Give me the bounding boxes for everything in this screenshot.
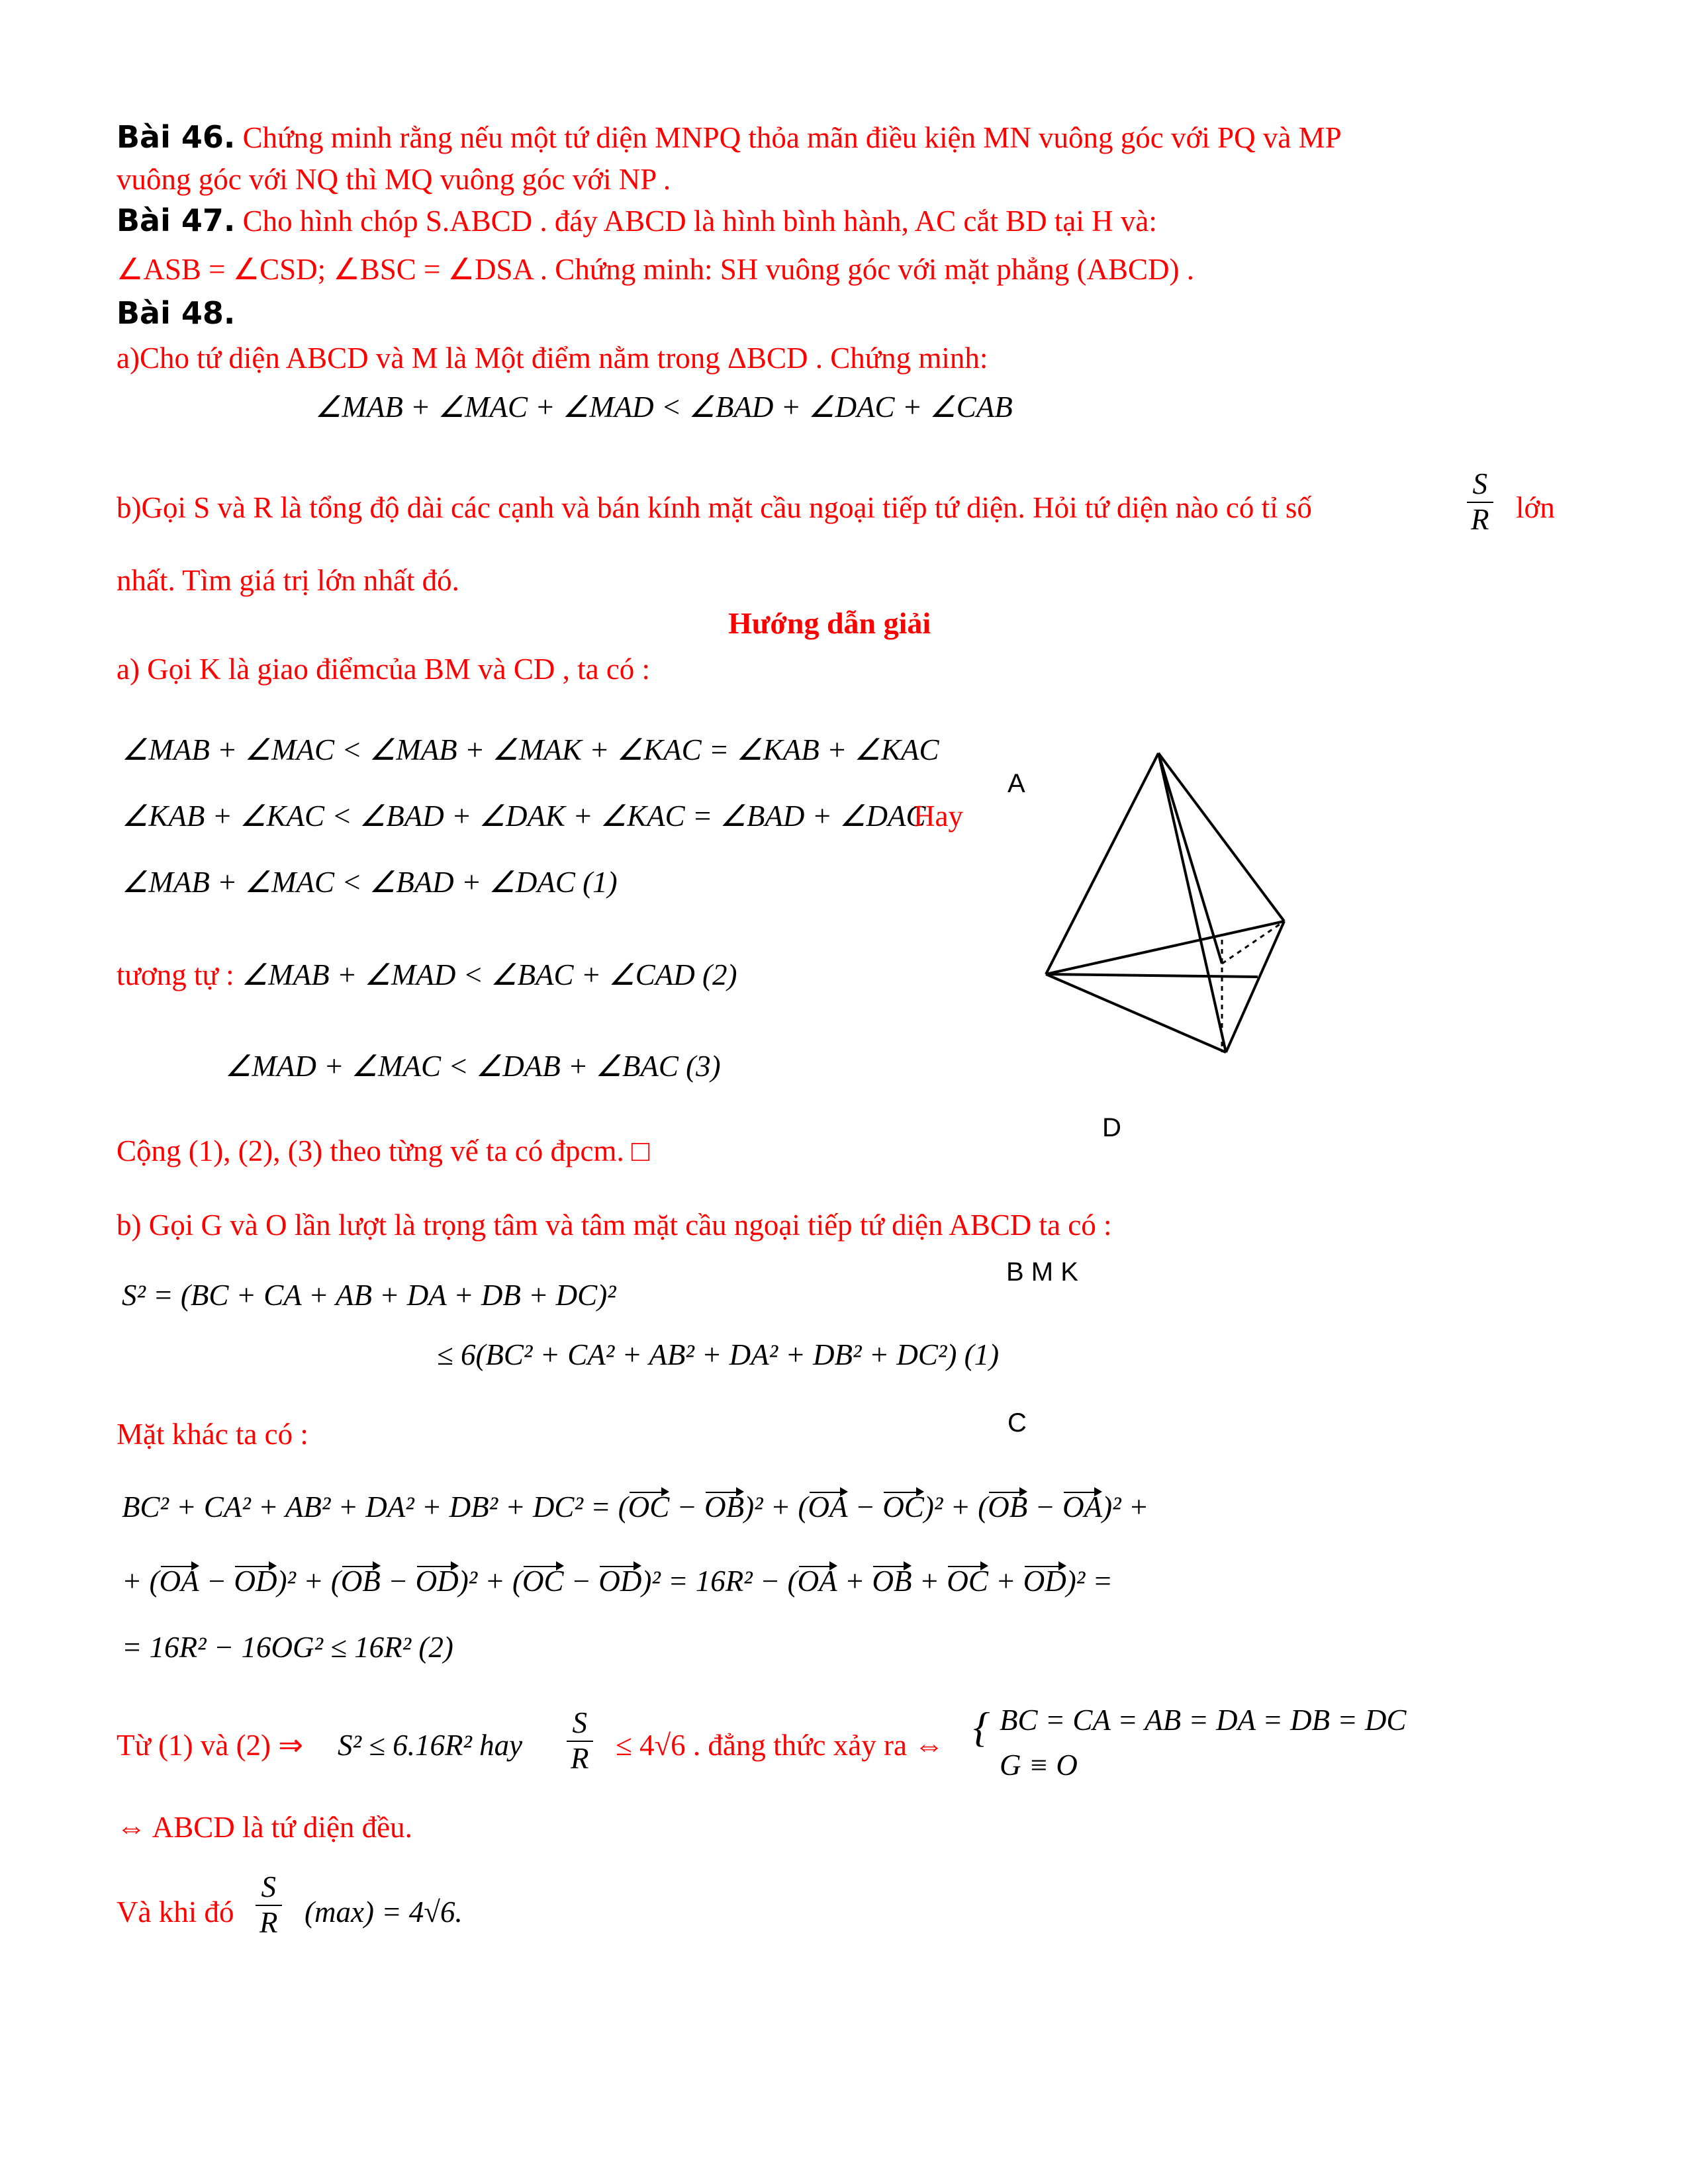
tu-middle: S² ≤ 6.16R² hay: [338, 1729, 523, 1762]
edge-bd: [1046, 974, 1226, 1052]
edge-ab: [1046, 753, 1158, 974]
eq-4: ∠MAB + ∠MAD < ∠BAC + ∠CAD (2): [241, 958, 737, 991]
sum-line-3: = 16R² − 16OG² ≤ 16R² (2): [122, 1631, 453, 1664]
edge-bc: [1046, 921, 1284, 974]
va-ratio-num: S: [256, 1870, 282, 1906]
tu-end: ≤ 4√6 . đẳng thức xảy ra ⇔: [616, 1729, 945, 1762]
bai46-text-2: vuông góc với NQ thì MQ vuông góc với NP .: [117, 163, 671, 196]
bai47-text-2: ∠ASB = ∠CSD; ∠BSC = ∠DSA . Chứng minh: SH vuông góc với mặt phẳng (ABCD) .: [117, 253, 1194, 286]
eq-4-prefix: tương tự :: [117, 958, 234, 991]
line-bk: [1046, 974, 1258, 977]
bai46-line1: [117, 119, 1342, 156]
eq-3: ∠MAB + ∠MAC < ∠BAD + ∠DAC (1): [122, 866, 618, 899]
s2-bound: ≤ 6(BC² + CA² + AB² + DA² + DB² + DC²) (1): [437, 1338, 1000, 1371]
bai46-text-1: Chứng minh rằng nếu một tứ diện MNPQ thỏa mãn điều kiện MN vuông góc với PQ và MP: [242, 121, 1342, 154]
vertex-label-a: A: [1008, 769, 1025, 798]
eq-5: ∠MAD + ∠MAC < ∠DAB + ∠BAC (3): [225, 1050, 721, 1083]
hay-text: Hay: [914, 799, 963, 833]
eq-2: ∠KAB + ∠KAC < ∠BAD + ∠DAK + ∠KAC = ∠BAD + ∠DAC: [122, 799, 926, 833]
vertex-label-c: C: [1008, 1408, 1027, 1437]
ratio-num: S: [1467, 467, 1493, 503]
s2-eq: S² = (BC + CA + AB + DA + DB + DC)²: [122, 1279, 616, 1312]
tetrahedron-figure: [1019, 741, 1297, 1072]
bai48-a-inequality: ∠MAB + ∠MAC + ∠MAD < ∠BAD + ∠DAC + ∠CAB: [315, 390, 1013, 424]
va-prefix: Và khi đó: [117, 1895, 234, 1929]
sum-lhs: BC² + CA² + AB² + DA² + DB² + DC² = (: [122, 1490, 628, 1524]
bai48-b-text: b)Gọi S và R là tổng độ dài các cạnh và bán kính mặt cầu ngoại tiếp tứ diện. Hỏi tứ diện nào có tỉ số: [117, 491, 1312, 524]
eq-4-line: [117, 957, 737, 993]
bai48-ratio: [1463, 467, 1497, 537]
conclude-a: Cộng (1), (2), (3) theo từng vế ta có đpcm. □: [117, 1134, 650, 1167]
vertex-label-bmk: B M K: [1006, 1257, 1078, 1287]
tu-ratio-den: R: [571, 1741, 589, 1775]
bai48-b-end: lớn: [1516, 491, 1555, 524]
solution-a-intro: a) Gọi K là giao điểmcủa BM và CD , ta có :: [117, 653, 651, 686]
bai48-a-text: a)Cho tứ diện ABCD và M là Một điểm nằm trong ΔBCD . Chứng minh:: [117, 341, 988, 375]
tu-prefix: Từ (1) và (2) ⇒: [117, 1729, 303, 1762]
va-ratio: [252, 1870, 286, 1940]
bai48-heading: Bài 48.: [117, 295, 236, 331]
solution-title: Hướng dẫn giải: [728, 606, 931, 640]
sum-line-2: + (OA − OD)² + (OB − OD)² + (OC − OD)² = 16R² − (OA + OB + OC + OD)² =: [122, 1565, 1113, 1598]
mat-khac: Mặt khác ta có :: [117, 1418, 308, 1451]
bai48-b-text-2: nhất. Tìm giá trị lớn nhất đó.: [117, 564, 459, 597]
va-post: (max) = 4√6.: [305, 1895, 463, 1929]
bai47-heading: Bài 47.: [117, 203, 236, 238]
bai47-text-1: Cho hình chóp S.ABCD . đáy ABCD là hình bình hành, AC cắt BD tại H và:: [242, 205, 1157, 238]
sum-line-1: BC² + CA² + AB² + DA² + DB² + DC² = (OC − OB)² + (OA − OC)² + (OB − OA)² +: [122, 1490, 1149, 1524]
bai47-line1: [117, 203, 1157, 239]
tu-ratio-num: S: [567, 1706, 593, 1742]
va-ratio-den: R: [259, 1905, 278, 1939]
line-am: [1158, 753, 1222, 964]
ratio-den: R: [1471, 502, 1489, 536]
eq-1: ∠MAB + ∠MAC < ∠MAB + ∠MAK + ∠KAC = ∠KAB + ∠KAC: [122, 733, 939, 766]
tu-ratio: [563, 1706, 597, 1776]
system-brace: {: [973, 1704, 990, 1751]
regular-tetra: ⇔ ABCD là tứ diện đều.: [117, 1811, 412, 1844]
system-line-1: BC = CA = AB = DA = DB = DC: [1000, 1704, 1407, 1737]
system-line-2: G ≡ O: [1000, 1749, 1078, 1782]
vertex-label-d: D: [1102, 1113, 1121, 1142]
bai46-heading: Bài 46.: [117, 119, 236, 155]
solution-b-intro: b) Gọi G và O lần lượt là trọng tâm và tâm mặt cầu ngoại tiếp tứ diện ABCD ta có :: [117, 1208, 1112, 1242]
